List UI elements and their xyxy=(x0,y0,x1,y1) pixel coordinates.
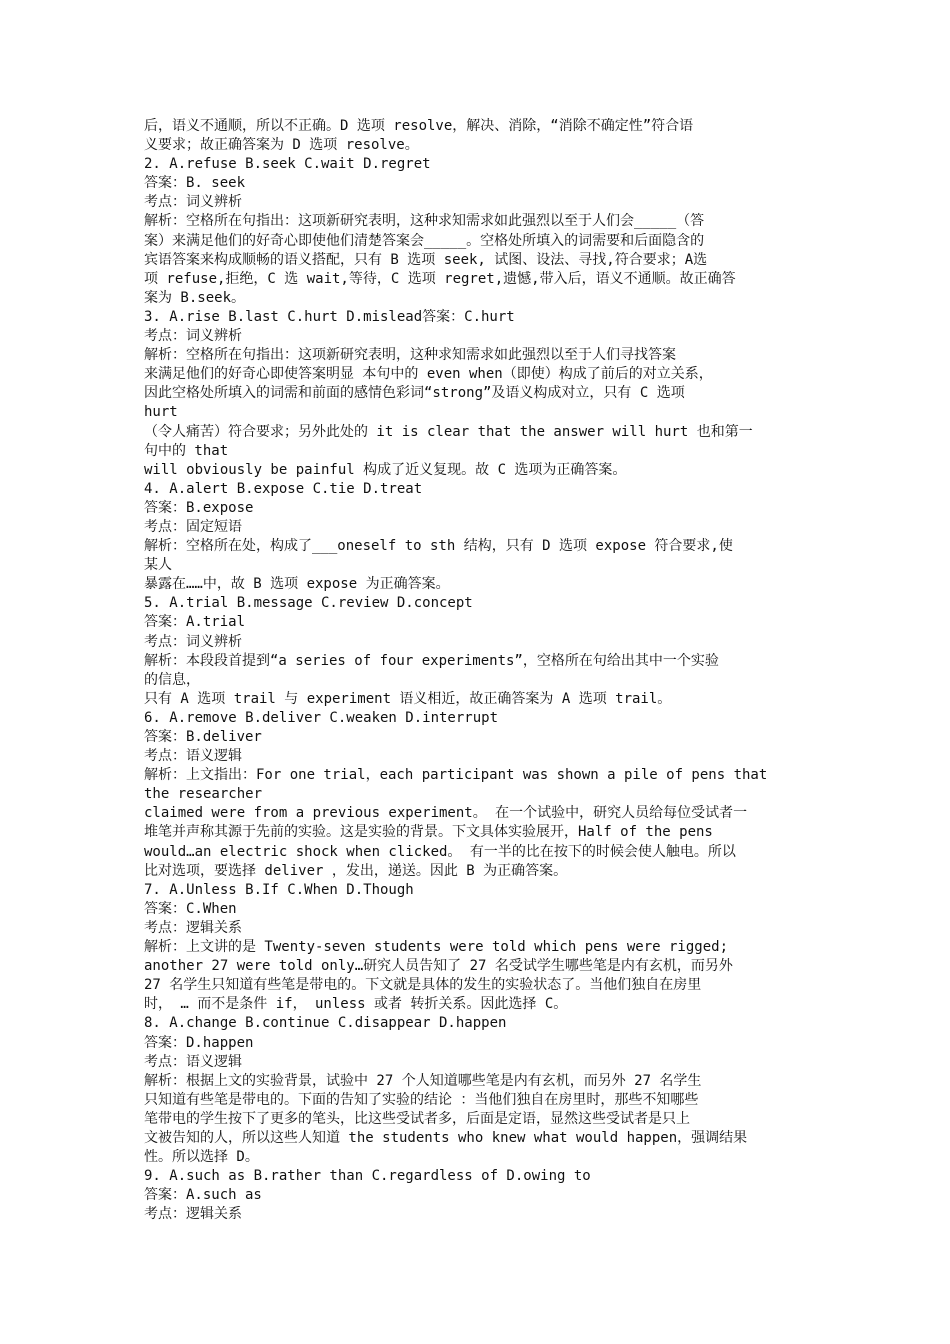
text-line: 6. A.remove B.deliver C.weaken D.interrupt xyxy=(144,709,499,726)
text-line: 解析：本段段首提到“a series of four experiments”，空格所在句给出其中一个实验 xyxy=(144,652,719,669)
text-line: 考点：逻辑关系 xyxy=(144,1206,242,1223)
text-line: 考点：词义辨析 xyxy=(144,633,242,650)
text-line: 义要求；故正确答案为 D 选项 resolve。 xyxy=(144,137,419,154)
text-line: 笔带电的学生按下了更多的笔头，比这些受试者多，后面是定语，显然这些受试者是只上 xyxy=(144,1110,690,1127)
text-line: （令人痛苦）符合要求；另外此处的 it is clear that the answer will hurt 也和第一 xyxy=(144,423,753,440)
text-line: 2. A.refuse B.seek C.wait D.regret xyxy=(144,156,431,173)
text-line: 答案：B.deliver xyxy=(144,729,262,745)
text-line: claimed were from a previous experiment。 在一个试验中，研究人员给每位受试者一 xyxy=(144,805,748,822)
text-line: 考点：词义辨析 xyxy=(144,328,242,345)
text-line: 答案：D.happen xyxy=(144,1034,254,1051)
text-line: another 27 were told only…研究人员告知了 27 名受试学生哪些笔是内有玄机，而另外 xyxy=(144,958,733,975)
text-line: 解析：上文讲的是 Twenty-seven students were told which pens were rigged; xyxy=(144,939,729,956)
text-line: 句中的 that xyxy=(144,442,229,459)
text-line: 案）来满足他们的好奇心即使他们清楚答案会_____。空格处所填入的词需要和后面隐含的 xyxy=(144,232,705,249)
text-line: 项 refuse,拒绝，C 选 wait,等待，C 选项 regret,遗憾,带入后，语义不通顺。故正确答 xyxy=(144,270,736,287)
text-line: 文被告知的人，所以这些人知道 the students who knew what would happen，强调结果 xyxy=(144,1129,748,1146)
text-line: 8. A.change B.continue C.disappear D.happen xyxy=(144,1015,507,1032)
text-line: 答案：A.trial xyxy=(144,614,246,631)
text-line: 来满足他们的好奇心即使答案明显 本句中的 even when（即使）构成了前后的对立关系， xyxy=(144,366,713,383)
text-line: 解析：根据上文的实验背景，试验中 27 个人知道哪些笔是内有玄机，而另外 27 名学生 xyxy=(144,1072,702,1089)
text-line: 9. A.such as B.rather than C.regardless of D.owing to xyxy=(144,1168,591,1185)
text-line: 暴露在……中，故 B 选项 expose 为正确答案。 xyxy=(144,576,450,593)
text-line: 堆笔并声称其源于先前的实验。这是实验的背景。下文具体实验展开，Half of the pens xyxy=(144,824,713,841)
text-line: 的信息， xyxy=(144,671,200,688)
text-line: 解析：上文指出：For one trial，each participant was shown a pile of pens that xyxy=(144,767,768,784)
text-line: 考点：语义逻辑 xyxy=(144,748,242,765)
text-line: 解析：空格所在句指出：这项新研究表明，这种求知需求如此强烈以至于人们寻找答案 xyxy=(144,347,676,364)
text-line: 考点：逻辑关系 xyxy=(144,919,242,936)
text-line: 比对选项，要选择 deliver ，发出，递送。因此 B 为正确答案。 xyxy=(144,862,568,879)
text-line: will obviously be painful 构成了近义复现。故 C 选项为正确答案。 xyxy=(144,461,627,478)
text-line: 5. A.trial B.message C.review D.concept xyxy=(144,595,473,612)
document-body xyxy=(144,117,809,1224)
text-line: 性。所以选择 D。 xyxy=(144,1149,259,1166)
text-line: 只有 A 选项 trail 与 experiment 语义相近，故正确答案为 A 选项 trail。 xyxy=(144,690,672,707)
text-line: 27 名学生只知道有些笔是带电的。下文就是具体的发生的实验状态了。当他们独自在房里 xyxy=(144,977,702,994)
text-line: 答案：B. seek xyxy=(144,175,246,192)
text-line: 时， … 而不是条件 if， unless 或者 转折关系。因此选择 C。 xyxy=(144,996,568,1013)
text-line: would…an electric shock when clicked。 有一半的比在按下的时候会使人触电。所以 xyxy=(144,843,736,860)
text-line: 答案：B.expose xyxy=(144,499,254,516)
text-line: 解析：空格所在句指出：这项新研究表明，这种求知需求如此强烈以至于人们会_____（答 xyxy=(144,213,705,230)
text-line: the researcher xyxy=(144,786,263,803)
text-line: 4. A.alert B.expose C.tie D.treat xyxy=(144,480,423,497)
text-line: hurt xyxy=(144,404,178,421)
text-line: 案为 B.seek。 xyxy=(144,289,246,306)
text-line: 某人 xyxy=(144,557,172,574)
text-line: 3. A.rise B.last C.hurt D.mislead答案：C.hurt xyxy=(144,308,515,325)
text-line: 宾语答案来构成顺畅的语义搭配，只有 B 选项 seek, 试图、设法、寻找,符合要求；A选 xyxy=(144,251,708,268)
text-line: 因此空格处所填入的词需和前面的感情色彩词“strong”及语义构成对立，只有 C 选项 xyxy=(144,385,685,402)
text-line: 只知道有些笔是带电的。下面的告知了实验的结论 ：当他们独自在房里时，那些不知哪些 xyxy=(144,1091,699,1108)
text-line: 考点：固定短语 xyxy=(144,518,242,535)
text-line: 后，语义不通顺，所以不正确。D 选项 resolve，解决、消除，“消除不确定性”符合语 xyxy=(144,118,694,134)
text-line: 答案：A.such as xyxy=(144,1187,262,1204)
text-line: 考点：语义逻辑 xyxy=(144,1053,242,1070)
text-line: 答案：C.When xyxy=(144,900,237,917)
text-line: 解析：空格所在处，构成了___oneself to sth 结构，只有 D 选项 expose 符合要求,使 xyxy=(144,538,733,555)
text-line: 考点：词义辨析 xyxy=(144,194,242,211)
text-line: 7. A.Unless B.If C.When D.Though xyxy=(144,881,414,898)
